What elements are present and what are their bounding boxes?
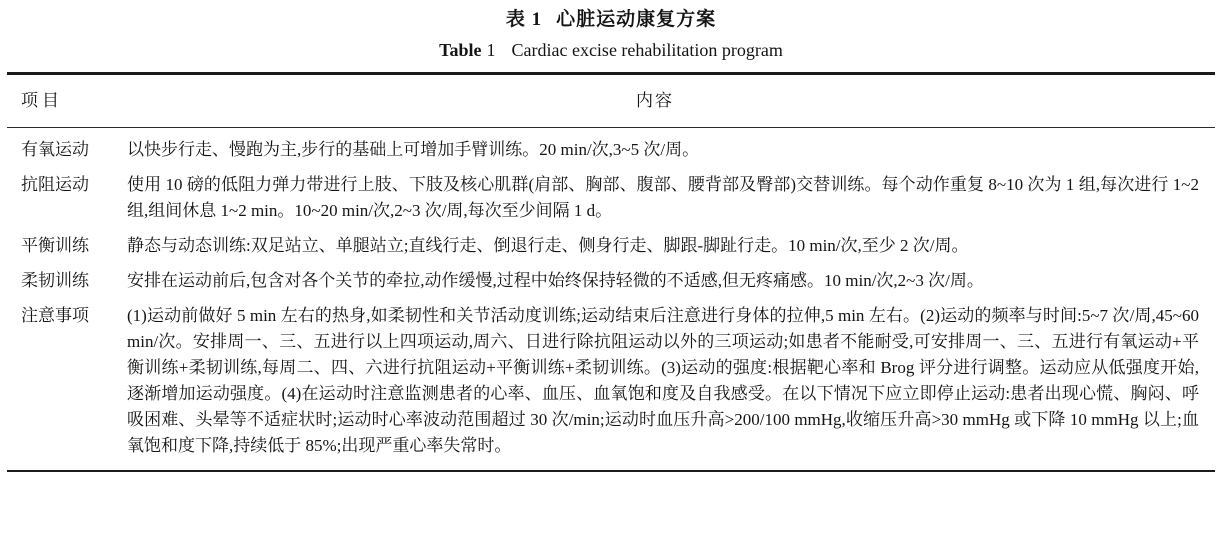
table-caption-zh-title: 心脏运动康复方案 <box>556 9 717 30</box>
table-row-balance <box>21 233 1199 259</box>
row-item-label: 抗阻运动 <box>21 175 89 194</box>
table-row-flexibility <box>21 268 1199 294</box>
row-content: (1)运动前做好 5 min 左右的热身,如柔韧性和关节活动度训练;运动结束后注意进行身体的拉伸,5 min 左右。(2)运动的频率与时间:5~7 次/周,45~60 min/次。安排周一、三、五进行以上四项运动,周六、日进行除抗阻运动以外的三项运动;如患者不能耐受,可安排周一、三、五进行有氧运动+平衡训练+柔韧训练,每周二、四、六进行抗阻运动+平衡训练+柔韧训练。(3)运动的强度:根据靶心率和 Brog 评分进行调整。运动应从低强度开始,逐渐增加运动强度。(4)在运动时注意监测患者的心率、血压、血氧饱和度及自我感受。在以下情况下应立即停止运动:患者出现心慌、胸闷、呼吸困难、头晕等不适症状时;运动时心率波动范围超过 30 次/min;运动时血压升高>200/100 mmHg,收缩压升高>30 mmHg 或下降 10 mmHg 以上;血氧饱和度下降,持续低于 85%;出现严重心率失常时。 <box>127 306 1199 455</box>
table-body <box>7 128 1215 470</box>
table-caption-zh-label: 表 1 <box>505 9 543 30</box>
table-row-precautions <box>21 303 1199 459</box>
table-caption-en-label: Table <box>439 40 482 60</box>
rehab-program-table <box>7 72 1215 472</box>
table-caption-en-number: 1 <box>486 40 496 60</box>
table-caption-en-title: Cardiac excise rehabilitation program <box>511 40 783 60</box>
row-content: 使用 10 磅的低阻力弹力带进行上肢、下肢及核心肌群(肩部、胸部、腹部、腰背部及臀部)交替训练。每个动作重复 8~10 次为 1 组,每次进行 1~2 组,组间休息 1~2 min。10~20 min/次,2~3 次/周,每次至少间隔 1 d。 <box>127 175 1199 220</box>
table-caption-zh <box>0 7 1222 33</box>
row-content: 以快步行走、慢跑为主,步行的基础上可增加手臂训练。20 min/次,3~5 次/周。 <box>127 140 700 159</box>
row-item-label: 有氧运动 <box>21 140 89 159</box>
row-item-label: 平衡训练 <box>21 236 89 255</box>
table-caption-en <box>0 37 1222 63</box>
row-content: 安排在运动前后,包含对各个关节的牵拉,动作缓慢,过程中始终保持轻微的不适感,但无疼痛感。10 min/次,2~3 次/周。 <box>127 271 984 290</box>
table-row-resistance <box>21 172 1199 224</box>
table-header-row <box>7 75 1215 128</box>
column-header-content: 内容 <box>636 91 674 110</box>
column-header-item: 项目 <box>21 91 63 110</box>
row-content: 静态与动态训练:双足站立、单腿站立;直线行走、倒退行走、侧身行走、脚跟-脚趾行走。10 min/次,至少 2 次/周。 <box>127 236 969 255</box>
table-row-aerobic <box>21 137 1199 163</box>
row-item-label: 柔韧训练 <box>21 271 89 290</box>
row-item-label: 注意事项 <box>21 306 89 325</box>
